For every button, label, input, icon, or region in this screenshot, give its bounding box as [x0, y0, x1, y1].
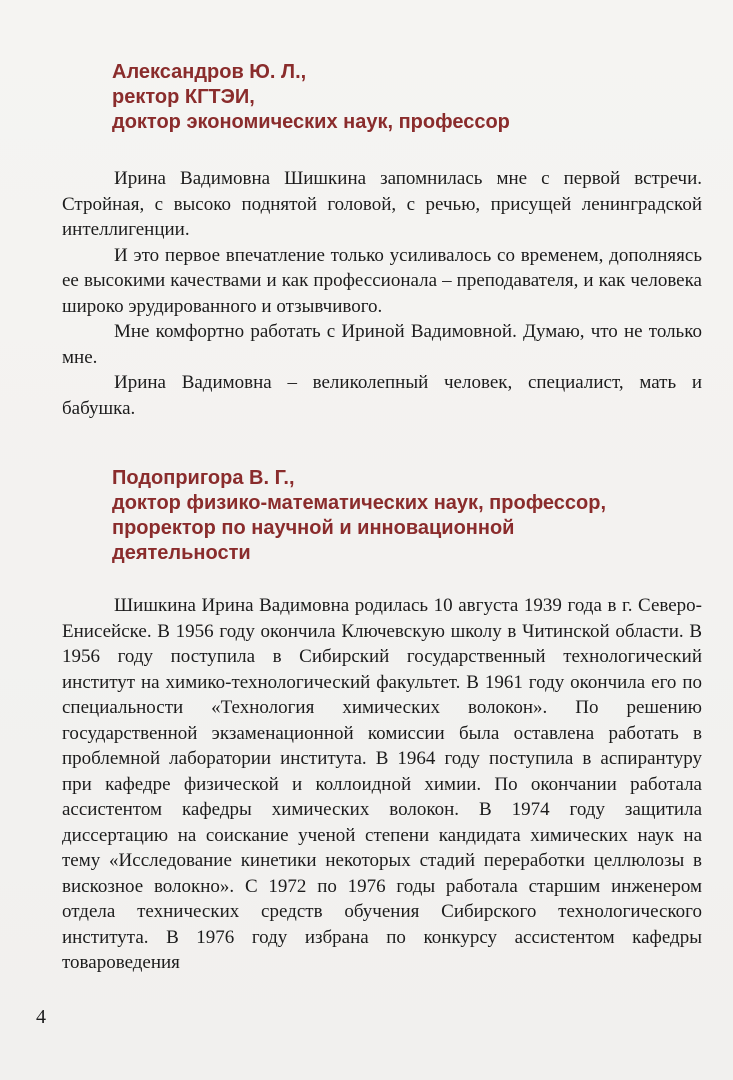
section1-heading-line: доктор экономических наук, профессор — [112, 111, 510, 133]
section2-heading-line: доктор физико-математических наук, профессор, — [112, 492, 607, 514]
section2-heading — [112, 466, 606, 566]
section2-heading-line: деятельности — [112, 542, 251, 564]
section1-heading — [112, 60, 510, 135]
section2-heading-line: проректор по научной и инновационной — [112, 517, 515, 539]
page-number: 4 — [36, 1006, 46, 1028]
section2-heading-line: Подопригора В. Г., — [112, 467, 295, 489]
section1-heading-line: ректор КГТЭИ, — [112, 86, 255, 108]
section1-paragraph: Ирина Вадимовна Шишкина запомнилась мне с первой встречи. Стройная, с высоко поднятой головой, с речью, присущей ленинградской интеллигенции. — [62, 168, 702, 240]
section1-heading-line: Александров Ю. Л., — [112, 61, 307, 83]
section1-body — [62, 166, 702, 421]
section1-paragraph: Мне комфортно работать с Ириной Вадимовной. Думаю, что не только мне. — [62, 321, 702, 368]
section2-paragraph: Шишкина Ирина Вадимовна родилась 10 августа 1939 года в г. Северо-Енисейске. В 1956 году окончила Ключевскую школу в Читинской области. В 1956 году поступила в Сибирский государственный технологический институт на химико-технологический факультет. В 1961 году окончила его по специальности «Технология химических волокон». По решению государственной экзаменационной комиссии была оставлена работать в проблемной лаборатории института. В 1964 году поступила в аспирантуру при кафедре физической и коллоидной химии. По окончании работала ассистентом кафедры химических волокон. В 1974 году защитила диссертацию на соискание ученой степени кандидата химических наук на тему «Исследование кинетики некоторых стадий переработки целлюлозы в вискозное волокно». С 1972 по 1976 годы работала старшим инженером отдела технических средств обучения Сибирского технологического института. В 1976 году избрана по конкурсу ассистентом кафедры товароведения — [62, 595, 702, 973]
section2-body — [62, 593, 702, 976]
section1-paragraph: Ирина Вадимовна – великолепный человек, специалист, мать и бабушка. — [62, 372, 702, 419]
section1-paragraph: И это первое впечатление только усиливалось со временем, дополняясь ее высокими качествами и как профессионала – преподавателя, и как человека широко эрудированного и отзывчивого. — [62, 244, 702, 317]
